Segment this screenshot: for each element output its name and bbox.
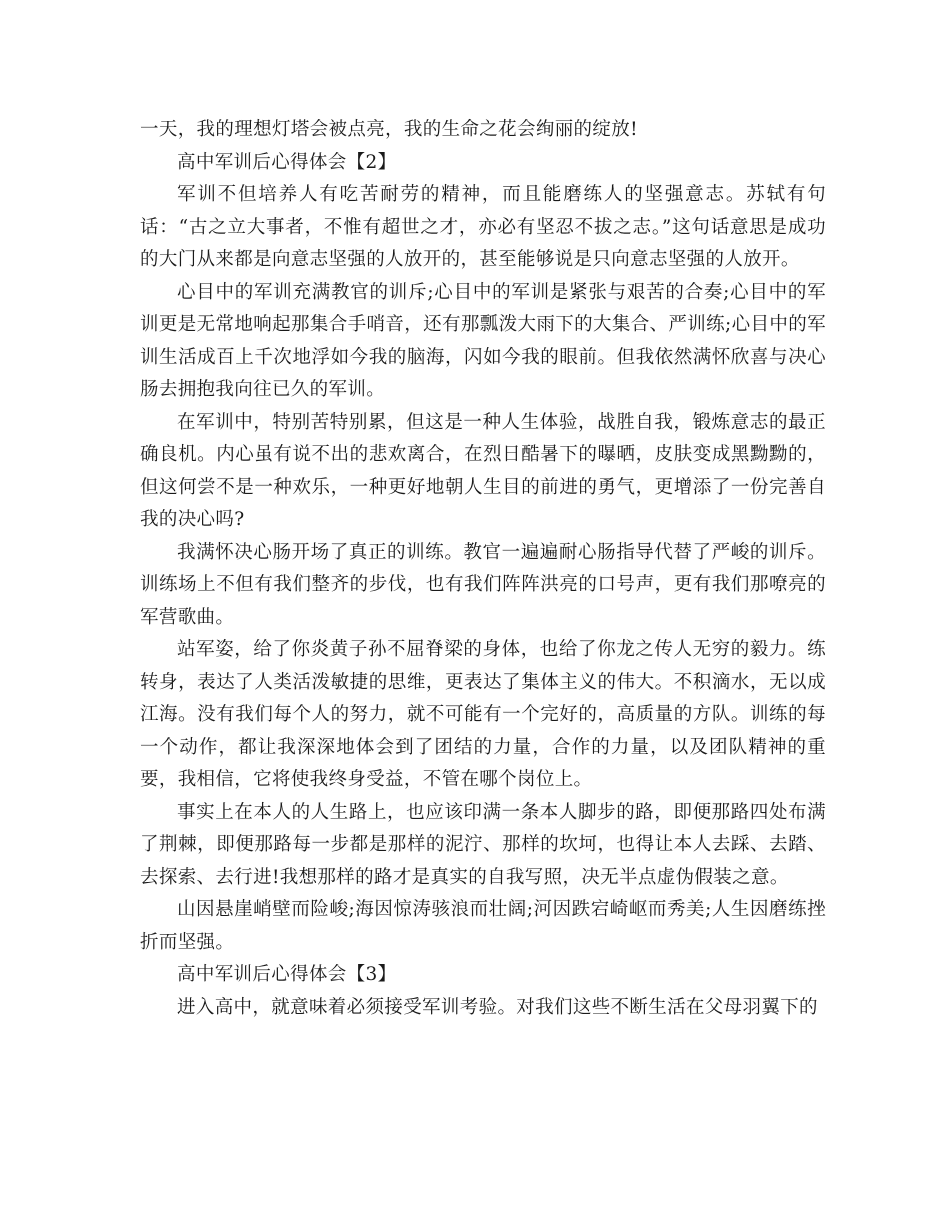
- paragraph-continuation: 一天，我的理想灯塔会被点亮，我的生命之花会绚丽的绽放!: [140, 119, 638, 140]
- paragraph: 事实上在本人的人生路上，也应该印满一条本人脚步的路，即便那路四处布满了荆棘，即便那路每一步都是那样的泥泞、那样的坎坷，也得让本人去踩、去踏、去探索、去行进!我想那样的路才是真实的自我写照，决无半点虚伪假装之意。: [140, 801, 826, 888]
- paragraph: 军训不但培养人有吃苦耐劳的精神，而且能磨练人的坚强意志。苏轼有句话：“古之立大事者，不惟有超世之才，亦必有坚忍不拔之志。”这句话意思是成功的大门从来都是向意志坚强的人放开的，甚至能够说是只向意志坚强的人放开。: [140, 184, 826, 270]
- paragraph: 心目中的军训充满教官的训斥;心目中的军训是紧张与艰苦的合奏;心目中的军训更是无常地响起那集合手哨音，还有那瓢泼大雨下的大集合、严训练;心目中的军训生活成百上千次地浮如今我的脑海，闪如今我的眼前。但我依然满怀欣喜与决心肠去拥抱我向往已久的军训。: [140, 281, 826, 400]
- paragraph: 在军训中，特别苦特别累，但这是一种人生体验，战胜自我，锻炼意志的最正确良机。内心虽有说不出的悲欢离合，在烈日酷暑下的曝晒，皮肤变成黑黝黝的，但这何尝不是一种欢乐，一种更好地朝人生目的前进的勇气，更增添了一份完善自我的决心吗?: [140, 411, 826, 530]
- paragraph: 站军姿，给了你炎黄子孙不屈脊梁的身体，也给了你龙之传人无穷的毅力。练转身，表达了人类活泼敏捷的思维，更表达了集体主义的伟大。不积滴水，无以成江海。没有我们每个人的努力，就不可能有一个完好的，高质量的方队。训练的每一个动作，都让我深深地体会到了团结的力量，合作的力量，以及团队精神的重要，我相信，它将使我终身受益，不管在哪个岗位上。: [140, 639, 826, 790]
- paragraph: 我满怀决心肠开场了真正的训练。教官一遍遍耐心肠指导代替了严峻的训斥。训练场上不但有我们整齐的步伐，也有我们阵阵洪亮的口号声，更有我们那嘹亮的军营歌曲。: [140, 541, 826, 628]
- section-heading-2: 高中军训后心得体会【2】: [177, 151, 397, 173]
- paragraph: 山因悬崖峭壁而险峻;海因惊涛骇浪而壮阔;河因跌宕崎岖而秀美;人生因磨练挫折而坚强。: [140, 899, 826, 953]
- paragraph: 进入高中，就意味着必须接受军训考验。对我们这些不断生活在父母羽翼下的: [177, 996, 818, 1018]
- section-heading-3: 高中军训后心得体会【3】: [177, 964, 397, 985]
- document-body: [140, 114, 826, 1024]
